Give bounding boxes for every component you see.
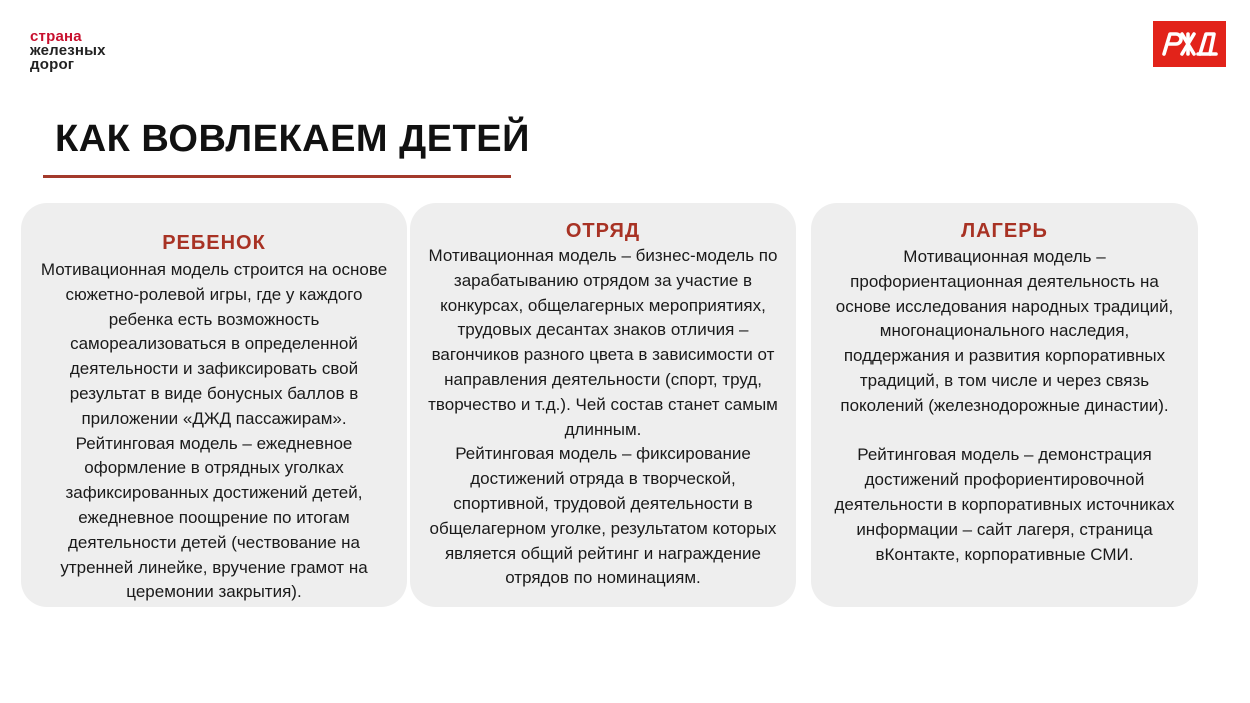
card-title: ЛАГЕРЬ [961,220,1048,242]
card-text: Мотивационная модель – бизнес-модель по зарабатыванию отрядом за участие в конкурсах, общелагерных мероприятиях, трудовых десантах знаков отличия – вагончиков разного цвета в зависимости от направления деятельности (спорт, труд, творчество и т.д.). Чей состав станет самым длинным. Рейтинговая модель – фиксирование достижений отряда в творческой, спортивной, трудовой деятельности в общелагерном уголке, результатом которых является общий рейтинг и награждение отрядов по номинациям. [428,246,778,588]
brand-line-3: дорог [30,56,75,73]
brand-wordmark [30,30,106,72]
card-child [21,203,407,607]
card-text: Мотивационная модель строится на основе сюжетно-ролевой игры, где у каждого ребенка есть возможность самореализоваться в определенной деятельности и зафиксировать свой результат в виде бонусных баллов в приложении «ДЖД пассажирам». Рейтинговая модель – ежедневное оформление в отрядных уголках зафиксированных достижений детей, ежедневное поощрение по итогам деятельности детей (чествование на утренней линейке, вручение грамот на церемонии закрытия). [40,260,388,602]
card-text: Мотивационная модель – профориентационная деятельность на основе исследования народных традиций, многонационального наследия, поддержания и развития корпоративных традиций, в том числе и через связь поколений (железнодорожные династии). Рейтинговая модель – демонстрация достижений профориентировочной деятельности в корпоративных источниках информации – сайт лагеря, страница вКонтакте, корпоративные СМИ. [834,247,1175,564]
brand-line-2: железных [30,42,106,59]
card-title: ОТРЯД [565,220,641,242]
title-divider [43,175,511,178]
brand-line-1: страна [30,28,82,45]
card-camp [811,203,1198,607]
card-title: РЕБЕНОК [162,232,266,254]
rzd-logo-icon [1153,21,1226,67]
card-squad [410,203,796,607]
page-title: КАК ВОВЛЕКАЕМ ДЕТЕЙ [55,118,530,160]
